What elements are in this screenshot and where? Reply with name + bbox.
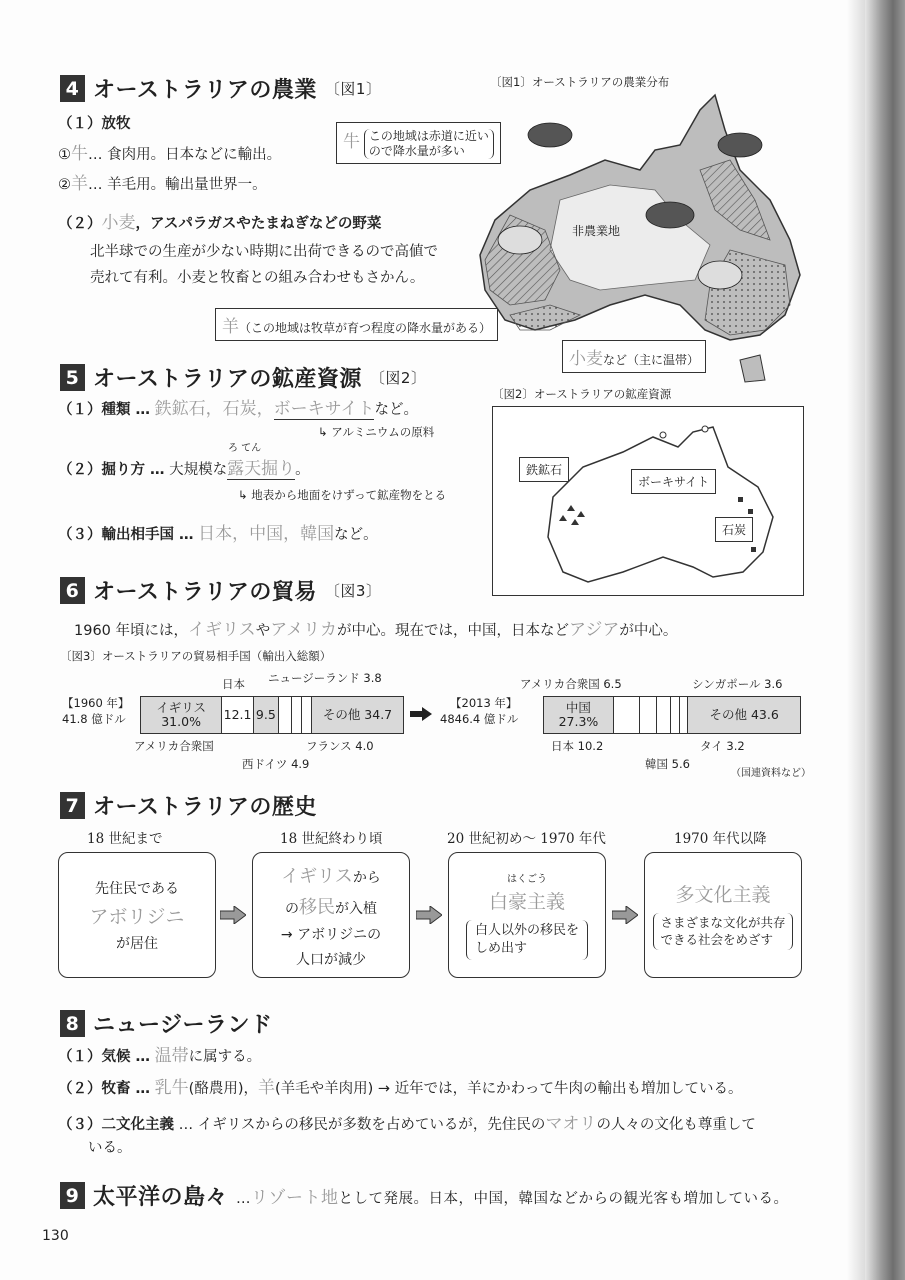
section-number: 4: [60, 75, 85, 102]
answer-text: 白豪主義: [488, 891, 565, 914]
description: (羊毛や羊肉用) → 近年では，羊にかわって牛肉の輸出も増加している。: [275, 1081, 743, 1097]
note-aluminium: ↳ アルミニウムの原料: [318, 425, 435, 439]
answer-text: アボリジニ: [89, 905, 185, 928]
label-korea: 韓国 5.6: [645, 757, 690, 771]
box-text: が入植: [335, 900, 377, 917]
s5-item-3: [58, 524, 378, 544]
s4-item-sheep: [58, 174, 267, 194]
item-label: （２）牧畜 …: [58, 1081, 151, 1097]
box-text: 白人以外の移民を: [474, 923, 579, 939]
answer-text: 牛: [71, 144, 88, 164]
box-text: が居住: [116, 935, 158, 952]
answer-text: 羊: [258, 1078, 275, 1098]
timeline-header-2: 18 世紀終わり頃: [280, 831, 383, 847]
box-text: 人口が減少: [296, 951, 366, 968]
answer-text: 鉄鉱石，石炭，: [154, 399, 274, 419]
figure-3-caption: 〔図3〕オーストラリアの貿易相手国（輸出入総額）: [60, 649, 332, 663]
label-us-1960: アメリカ合衆国: [134, 739, 214, 753]
box-text: 先住民である: [95, 880, 179, 897]
item-label: （２）掘り方 …: [58, 462, 165, 478]
box-text: から: [352, 869, 381, 886]
box-text: しめ出す: [474, 941, 527, 956]
total-2013: 4846.4 億ドル: [440, 712, 519, 726]
section-9-heading: [60, 1180, 789, 1211]
s8-item-2: [58, 1078, 743, 1098]
label-france: フランス 4.0: [306, 739, 374, 753]
s4-item-2: [58, 213, 381, 233]
label-west-germany: 西ドイツ 4.9: [242, 757, 310, 771]
section-title: オーストラリアの農業: [93, 78, 317, 103]
history-box-post1970: [644, 852, 802, 978]
trade-bar-2013: [543, 696, 801, 734]
answer-text: 移民: [299, 896, 335, 918]
text: が中心。: [619, 623, 678, 639]
answer-text: アメリカ: [270, 620, 337, 640]
note-text: 地表から地面をけずって鉱産物をとる: [251, 488, 447, 502]
s8-item-1: [58, 1046, 261, 1066]
box-text: → アボリジニの: [280, 926, 382, 943]
chart-source: （国連資料など）: [731, 768, 811, 779]
answer-text: 羊: [71, 174, 88, 194]
right-arrow-icon: [410, 707, 432, 721]
answer-text: イギリス: [188, 620, 256, 640]
timeline-arrow-icon: [612, 906, 638, 924]
book-binding: [865, 0, 905, 1280]
callout-text: この地域は赤道に近い: [368, 128, 489, 143]
timeline-arrow-icon: [220, 906, 246, 924]
section-number: 5: [60, 364, 85, 391]
item-label: （１）気候 …: [58, 1049, 151, 1065]
item-label: （３）二文化主義: [58, 1117, 174, 1133]
section-number: 7: [60, 792, 85, 819]
year-2013-label: 【2013 年】: [450, 696, 518, 710]
history-box-late18c: [252, 852, 410, 978]
label-us-2013: アメリカ合衆国 6.5: [520, 677, 622, 691]
iron-ore-label: 鉄鉱石: [519, 457, 569, 482]
answer-text: 温帯: [154, 1046, 189, 1066]
bar-segment-その他: その他 43.6: [688, 697, 800, 733]
description: として発展。日本，中国，韓国などからの観光客も増加している。: [338, 1191, 789, 1207]
answer-text: 日本，中国，韓国: [198, 524, 335, 544]
callout-text: （この地域は牧草が育つ程度の降水量がある）: [239, 321, 492, 335]
figure-ref: 〔図2〕: [369, 369, 427, 387]
bar-segment-アメリカ合衆国: [640, 697, 657, 733]
box-text: の: [285, 900, 299, 917]
ruby-roten: ろ てん: [228, 443, 262, 454]
timeline-header-1: 18 世紀まで: [87, 831, 163, 847]
cattle-callout: [336, 122, 501, 164]
answer-text: 小麦: [101, 213, 136, 233]
answer-text: 多文化主義: [675, 883, 771, 906]
bar-segment-アメリカ合衆国: 12.1: [222, 697, 254, 733]
section-4-heading: [60, 73, 381, 104]
text: や: [255, 623, 271, 639]
bar-segment-中国: 中国 27.3%: [544, 697, 614, 733]
description: 。: [295, 462, 310, 478]
history-box-20c: [448, 852, 606, 978]
callout-text: など（主に温帯）: [603, 353, 700, 367]
total-1960: 41.8 億ドル: [62, 712, 126, 726]
item-number: （２）: [58, 216, 102, 232]
trade-bar-1960: [140, 696, 404, 734]
bar-segment-シンガポール: [671, 697, 680, 733]
section-title: ニュージーランド: [93, 1013, 273, 1038]
description: など。: [374, 402, 418, 418]
s5-item-2: [58, 459, 310, 479]
ruby-hakugou: はくごう: [507, 874, 547, 886]
wheat-callout: [562, 340, 706, 373]
description: (酪農用)，: [188, 1081, 258, 1097]
description: … イギリスからの移民が多数を占めているが，先住民の: [178, 1117, 546, 1133]
callout-answer: 羊: [222, 317, 239, 337]
section-5-heading: [60, 362, 426, 393]
mineral-map-outline: [493, 407, 805, 597]
history-box-pre18c: [58, 852, 216, 978]
s6-paragraph: [74, 620, 677, 640]
answer-text: ボーキサイト: [273, 399, 375, 419]
section-title: オーストラリアの鉱産資源: [93, 367, 362, 392]
description: ，アスパラガスやたまねぎなどの野菜: [135, 216, 382, 232]
description: … 羊毛用。輸出量世界一。: [88, 177, 267, 193]
s5-item-1: [58, 399, 418, 419]
bullet: ①: [58, 147, 71, 163]
timeline-arrow-icon: [416, 906, 442, 924]
s4-item-cattle: [58, 144, 281, 164]
page-number: 130: [42, 1228, 69, 1244]
label-singapore: シンガポール 3.6: [692, 677, 783, 691]
label-japan-1960: 日本: [222, 677, 245, 691]
section-8-heading: [60, 1008, 273, 1039]
timeline-header-4: 1970 年代以降: [674, 831, 767, 847]
section-title: 太平洋の島々: [93, 1185, 229, 1210]
item-label: （３）輸出相手国 …: [58, 527, 194, 543]
coal-label: 石炭: [715, 517, 753, 542]
answer-text: 乳牛: [154, 1078, 189, 1098]
bar-segment-フランス: [292, 697, 302, 733]
s4-text-2: 売れて有利。小麦と牧畜との組み合わせもさかん。: [90, 270, 425, 286]
label-thailand: タイ 3.2: [700, 739, 745, 753]
box-text: さまざまな文化が共存: [660, 914, 786, 930]
note-text: アルミニウムの原料: [331, 425, 435, 439]
s8-item-3-cont: いる。: [88, 1140, 132, 1156]
box-text: できる社会をめざす: [660, 931, 773, 947]
sheep-callout: [215, 308, 498, 341]
s4-text-1: 北半球での生産が少ない時期に出荷できるので高値で: [90, 244, 438, 260]
section-6-heading: [60, 575, 381, 606]
bar-segment-ニュージーランド: [302, 697, 312, 733]
description: … 食肉用。日本などに輸出。: [88, 147, 282, 163]
description: の人々の文化も尊重して: [596, 1117, 756, 1133]
s4-item-1: （１）放牧: [58, 116, 131, 132]
answer-text: アジア: [569, 620, 620, 640]
figure-1-caption: 〔図1〕オーストラリアの農業分布: [490, 75, 670, 89]
label-nz-1960: ニュージーランド 3.8: [268, 671, 382, 685]
figure-ref: 〔図3〕: [324, 582, 382, 600]
bar-segment-韓国: [657, 697, 671, 733]
bar-segment-日本: 9.5: [254, 697, 279, 733]
description: …: [236, 1191, 252, 1207]
item-label: （１）種類 …: [58, 402, 151, 418]
section-title: オーストラリアの貿易: [93, 580, 317, 605]
year-1960-label: 【1960 年】: [62, 696, 130, 710]
page-curve-shadow: [847, 0, 865, 1280]
bar-segment-西ドイツ: [279, 697, 292, 733]
label-japan-2013: 日本 10.2: [551, 739, 604, 753]
description: 大規模な: [169, 462, 228, 478]
s8-item-3: [58, 1114, 756, 1134]
section-number: 8: [60, 1010, 85, 1037]
answer-text: マオリ: [545, 1114, 597, 1134]
callout-answer: 小麦: [569, 349, 603, 369]
answer-text: リゾート地: [251, 1188, 339, 1208]
answer-text: 露天掘り: [227, 459, 296, 479]
section-number: 6: [60, 577, 85, 604]
bar-segment-日本: [614, 697, 640, 733]
bar-segment-タイ: [680, 697, 688, 733]
timeline-header-3: 20 世紀初め～ 1970 年代: [447, 831, 606, 847]
bar-segment-イギリス: イギリス 31.0%: [141, 697, 222, 733]
figure-ref: 〔図1〕: [324, 80, 382, 98]
callout-answer: 牛: [343, 132, 360, 152]
figure-2-caption: 〔図2〕オーストラリアの鉱産資源: [492, 387, 672, 401]
text: 1960 年頃には，: [74, 623, 189, 639]
s9-text: [236, 1183, 789, 1208]
section-title: オーストラリアの歴史: [93, 795, 317, 820]
description: に属する。: [188, 1049, 262, 1065]
bullet: ②: [58, 177, 71, 193]
nonfarm-label: 非農業地: [572, 224, 621, 238]
section-number: 9: [60, 1182, 85, 1209]
description: など。: [334, 527, 378, 543]
callout-text: ので降水量が多い: [368, 143, 465, 158]
bauxite-label: ボーキサイト: [631, 469, 716, 494]
answer-text: イギリス: [281, 865, 353, 887]
section-7-heading: [60, 790, 317, 821]
text: が中心。現在では，中国，日本など: [337, 623, 569, 639]
bar-segment-その他: その他 34.7: [312, 697, 403, 733]
note-open-pit: ↳ 地表から地面をけずって鉱産物をとる: [238, 488, 447, 502]
mineral-map: [492, 406, 804, 596]
